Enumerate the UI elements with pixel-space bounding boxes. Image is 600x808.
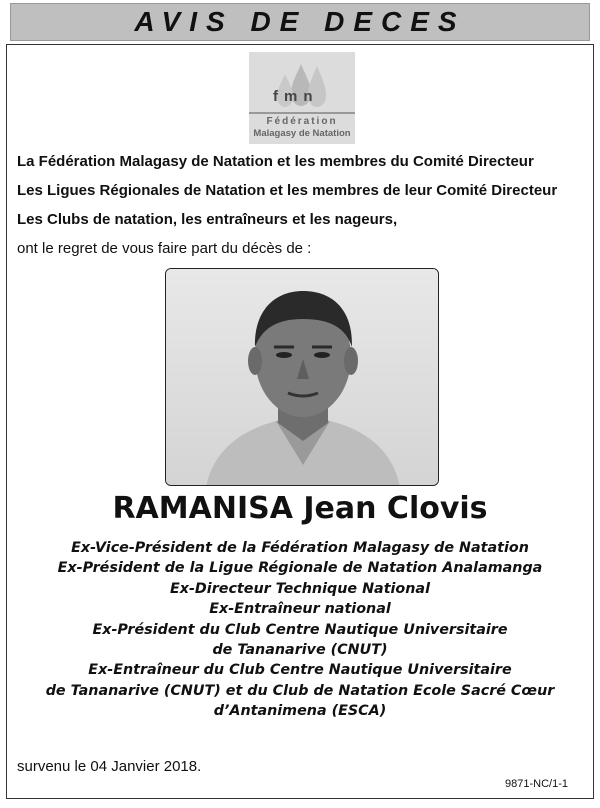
title-line: Ex-Entraîneur national bbox=[209, 601, 391, 618]
death-date: survenu le 04 Janvier 2018. bbox=[17, 758, 202, 775]
intro-line-2: Les Ligues Régionales de Natation et les membres de leur Comité Directeur bbox=[17, 182, 558, 199]
banner-title: AVIS DE DECES bbox=[134, 6, 466, 37]
intro-line-1: La Fédération Malagasy de Natation et les membres du Comité Directeur bbox=[17, 153, 534, 170]
portrait-person-icon bbox=[166, 269, 439, 486]
deceased-name: RAMANISA Jean Clovis bbox=[112, 491, 488, 526]
title-line: de Tananarive (CNUT) bbox=[212, 642, 388, 659]
title-line: Ex-Directeur Technique National bbox=[170, 580, 430, 597]
portrait-photo bbox=[165, 268, 439, 486]
reference-code: 9871-NC/1-1 bbox=[505, 778, 568, 790]
fmn-logo bbox=[249, 52, 355, 144]
title-line: Ex-Entraîneur du Club Centre Nautique Universitaire bbox=[88, 662, 512, 679]
title-line: d’Antanimena (ESCA) bbox=[213, 703, 387, 720]
logo-text-line2: Malagasy de Natation bbox=[253, 128, 351, 139]
intro-line-4: ont le regret de vous faire part du décès de : bbox=[17, 240, 312, 257]
header-banner bbox=[10, 3, 590, 41]
title-line: Ex-Vice-Président de la Fédération Malagasy de Natation bbox=[71, 540, 529, 556]
deceased-titles bbox=[0, 538, 600, 722]
intro-line-3: Les Clubs de natation, les entraîneurs et les nageurs, bbox=[17, 211, 398, 228]
logo-letters: fmn bbox=[273, 88, 319, 105]
title-line: Ex-Président de la Ligue Régionale de Natation Analamanga bbox=[57, 560, 543, 577]
title-line: de Tananarive (CNUT) et du Club de Natation Ecole Sacré Cœur bbox=[45, 682, 555, 699]
logo-text-line1: Fédération bbox=[266, 116, 338, 127]
title-line: Ex-Président du Club Centre Nautique Universitaire bbox=[92, 621, 508, 638]
